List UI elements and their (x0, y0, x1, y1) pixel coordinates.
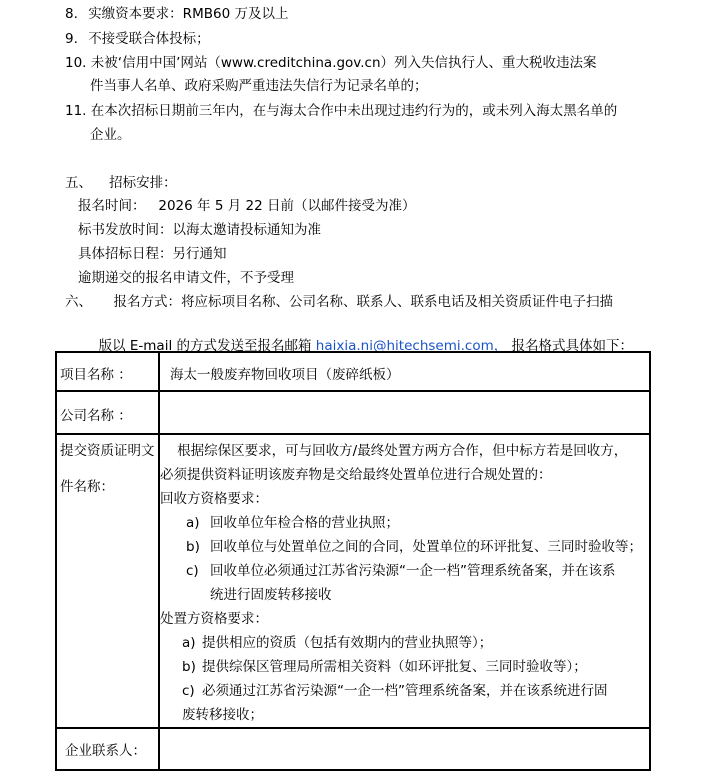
requirement-text: 在本次招标日期前三年内，在与海太合作中未出现过违约行为的，或未列入海太黑名单的 (90, 103, 618, 119)
documents-label-cell (56, 434, 159, 728)
list-number: 9. (65, 31, 78, 47)
disposer-heading: 处置方资格要求： (160, 611, 268, 627)
registration-form-table (55, 351, 651, 771)
docs-intro-line2: 必须提供资料证明该废弃物是交给最终处置单位进行合规处置的： (160, 467, 552, 483)
list-item (160, 559, 649, 583)
registration-deadline: 报名时间： 2026 年 5 月 22 日前（以邮件接受为准） (78, 198, 416, 214)
requirement-text: 实缴资本要求：RMB60 万及以上 (88, 6, 289, 22)
project-name-value-cell[interactable] (159, 352, 650, 391)
requirement-10-cont: 件当事人名单、政府采购严重违法失信行为记录名单的； (90, 78, 428, 94)
list-item (160, 535, 649, 559)
requirement-8 (65, 4, 288, 24)
section-6-line2 (90, 316, 633, 356)
documents-requirements-cell (159, 434, 650, 728)
requirement-11 (65, 101, 617, 121)
item-text: 回收单位与处置单位之间的合同，处置单位的环评批复、三同时验收等； (210, 539, 642, 555)
list-item-cont: 废转移接收； (182, 707, 263, 723)
list-number: 8. (65, 6, 78, 22)
list-item (160, 679, 649, 703)
list-number: 10. (65, 55, 87, 71)
section-6-heading: 六、 报名方式：将应标项目名称、公司名称、联系人、联系电话及相关资质证件电子扫描 (65, 294, 613, 310)
table-row (56, 391, 650, 434)
documents-requirements (160, 435, 649, 727)
contact-field[interactable] (159, 728, 650, 770)
requirement-10 (65, 53, 597, 73)
requirement-11-cont: 企业。 (90, 127, 131, 143)
requirement-text: 不接受联合体投标； (88, 31, 210, 47)
project-name-value: 海太一般废弃物回收项目（废碎纸板） (170, 367, 400, 383)
section-5-heading: 五、 招标安排： (65, 175, 177, 191)
late-submission-note: 逾期递交的报名申请文件，不予受理 (78, 270, 294, 286)
item-text: 必须通过江苏省污染源“一企一档”管理系统备案，并在该系统进行固 (202, 683, 608, 699)
item-mark: b) (182, 659, 196, 675)
format-note: 报名格式具体如下： (507, 338, 634, 354)
documents-label-line1: 提交资质证明文 (60, 443, 155, 459)
docs-intro-line1: 根据综保区要求，可与回收方/最终处置方两方合作，但中标方若是回收方， (160, 443, 628, 459)
company-name-label: 公司名称 ： (60, 408, 132, 424)
item-mark: a) (182, 635, 196, 651)
documents-label (57, 435, 158, 499)
list-item (160, 631, 649, 655)
documents-label-line2: 件名称： (60, 479, 114, 495)
list-item-cont: 统进行固废转移接收 (210, 587, 332, 603)
requirement-text: 未被‘信用中国’网站（www.creditchina.gov.cn）列入失信执行人、重大税收违法案 (90, 55, 597, 71)
item-text: 回收单位必须通过江苏省污染源“一企一档”管理系统备案，并在该系 (210, 563, 616, 579)
item-mark: a) (186, 515, 200, 531)
project-name-label-cell (56, 352, 159, 391)
email-instruction: 版以 E-mail 的方式发送至报名邮箱 (98, 338, 316, 354)
contact-label: 企业联系人： (65, 743, 146, 759)
tender-schedule: 具体招标日程：另行通知 (78, 246, 227, 262)
item-mark: b) (186, 539, 200, 555)
item-text: 提供相应的资质（包括有效期内的营业执照等）； (202, 635, 493, 651)
item-mark: c) (186, 563, 199, 579)
company-name-field[interactable] (159, 391, 650, 434)
list-item (160, 511, 649, 535)
requirement-9 (65, 29, 210, 49)
table-row (56, 434, 650, 728)
tender-release-time: 标书发放时间：以海太邀请投标通知为准 (78, 222, 321, 238)
project-name-label: 项目名称 ： (60, 367, 132, 383)
item-text: 回收单位年检合格的营业执照； (210, 515, 399, 531)
table-row (56, 728, 650, 770)
table-row (56, 352, 650, 391)
recycler-heading: 回收方资格要求： (160, 491, 268, 507)
email-link[interactable]: haixia.ni@hitechsemi.com， (315, 338, 508, 354)
company-name-label-cell (56, 391, 159, 434)
list-item (160, 655, 649, 679)
item-mark: c) (182, 683, 195, 699)
contact-label-cell (56, 728, 159, 770)
item-text: 提供综保区管理局所需相关资料（如环评批复、三同时验收等）； (202, 659, 587, 675)
list-number: 11. (65, 103, 87, 119)
